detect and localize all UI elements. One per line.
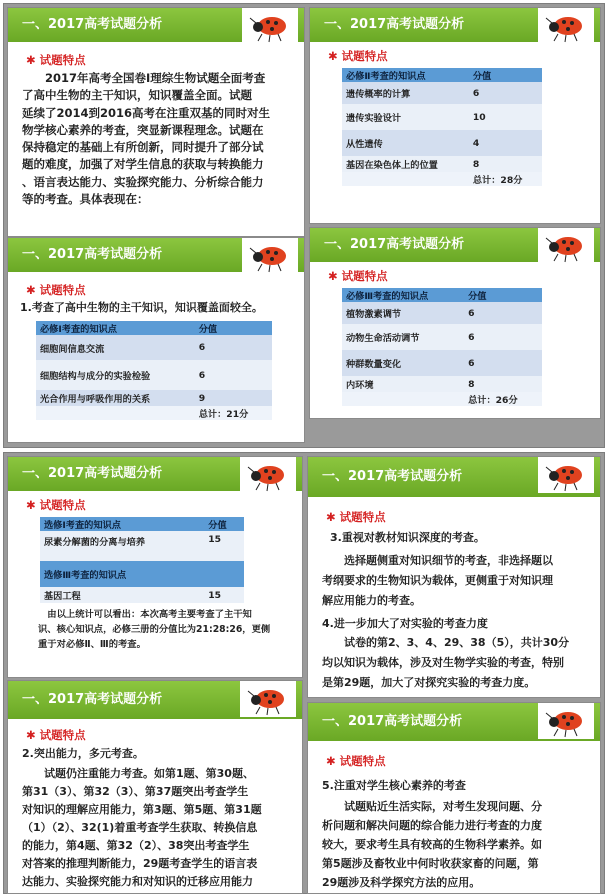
slide-header: 一、2017高考试题分析 [310,228,600,262]
slide-header: 一、2017高考试题分析 [8,8,304,42]
section-label: ✱ 试题特点 [26,283,86,297]
slide2-heading: 1.考查了高中生物的主干知识，知识覆盖面较全。 [20,301,263,314]
col-header: 必修Ⅱ考查的知识点 [342,68,469,82]
compulsory-2-table [342,68,542,186]
elective-table [40,517,244,603]
table-cell: 光合作用与呼吸作用的关系 [36,390,195,406]
table-cell: 从性遗传 [342,130,469,156]
table-cell: 遗传概率的计算 [342,82,469,104]
col-header: 分值 [195,321,272,335]
slide8-heading: 5.注重对学生核心素养的考查 [322,779,466,792]
table-cell: 植物激素调节 [342,302,464,324]
section-label: ✱ 试题特点 [326,510,386,524]
section-label: ✱ 试题特点 [328,269,388,283]
ladybug-icon [538,8,594,44]
table-cell: 种群数量变化 [342,350,464,376]
ladybug-icon [538,703,594,739]
section-label: ✱ 试题特点 [26,728,86,742]
table-cell: 6 [469,82,542,104]
slide-header: 一、2017高考试题分析 [308,457,600,497]
table-cell: 尿素分解菌的分离与培养 [40,531,204,561]
table-total: 总计：21分 [195,406,272,420]
col-header: 必修Ⅲ考查的知识点 [342,288,464,302]
table-cell: 基因工程 [40,587,204,603]
slide-3 [310,8,600,223]
table-cell: 基因在染色体上的位置 [342,156,469,172]
slide1-paragraph: 2017年高考全国卷Ⅰ理综生物试题全面考查 了高中生物的主干知识，知识覆盖全面。试题 延续了2014到2016高考在注重双基的同时对生 物学核心素养的考查，突显新课程理念。试题在 保持稳定的基础上有所创新，同时提升了部分试 题的难度，加强了对学生信息的获取与转换能力 、语言表达能力、实验探究能力、分析综合能力 等的考查。具体表现在： [22,71,271,207]
ladybug-icon [240,681,296,717]
table-cell: 8 [464,376,542,392]
col-header: 必修Ⅰ考查的知识点 [36,321,195,335]
slide6-paragraph-1: 选择题侧重对知识细节的考查，非选择题以 考纲要求的生物知识为载体，更侧重于对知识理 解应用能力的考查。 [322,554,553,607]
slide6-heading: 3.重视对教材知识深度的考查。 [330,531,485,544]
table-cell: 遗传实验设计 [342,104,469,130]
table-cell: 6 [464,324,542,350]
table-cell: 细胞结构与成分的实验检验 [36,360,195,390]
slide6-heading-2: 4.进一步加大了对实验的考查力度 [322,617,488,630]
slide7-heading: 2.突出能力，多元考查。 [22,747,144,760]
slide-8 [308,703,600,893]
col-header: 分值 [464,288,542,302]
slide-collage-bottom [3,452,605,894]
slide-header: 一、2017高考试题分析 [8,238,304,272]
section-label: ✱ 试题特点 [26,498,86,512]
col-header: 选修Ⅲ考查的知识点 [40,561,244,587]
col-header: 分值 [204,517,244,531]
table-cell: 6 [464,302,542,324]
section-label: ✱ 试题特点 [328,49,388,63]
slide-header: 一、2017高考试题分析 [8,457,302,491]
table-cell: 15 [204,531,244,561]
ladybug-icon [538,457,594,493]
slide-6 [308,457,600,697]
table-cell: 4 [469,130,542,156]
col-header: 选修Ⅰ考查的知识点 [40,517,204,531]
ladybug-icon [240,457,296,493]
table-total: 总计：26分 [464,392,542,406]
slide5-note: 由以上统计可以看出：本次高考主要考查了主干知 识、核心知识点，必修三册的分值比为21:28:26，更侧 重于对必修Ⅱ、Ⅲ的考查。 [38,609,271,650]
slide-4 [310,228,600,418]
slide-header: 一、2017高考试题分析 [8,681,302,719]
compulsory-3-table [342,288,542,406]
table-cell: 6 [464,350,542,376]
slide7-paragraph: 试题仍注重能力考查。如第1题、第30题、 第31（3）、第32（3）、第37题突出考查学生 对知识的理解应用能力，第3题、第5题、第31题 （1）（2）、32(1)着重考查学生获取、转换信息 的能力，第4题、第32（2）、38突出考查学生 对答案的推理判断能力，29题考查学生的语言表 达能力、实验探究能力和对知识的迁移应用能力 [22,767,262,888]
table-cell: 6 [195,335,272,360]
table-cell: 细胞间信息交流 [36,335,195,360]
slide8-paragraph: 试题贴近生活实际，对考生发现问题、分 析问题和解决问题的综合能力进行考查的力度 较大，要求考生具有较高的生物科学素养。如 第5题涉及畜牧业中何时收获家畜的问题，第 29题涉及科学探究方法的应用。 [322,800,542,889]
slide-2 [8,238,304,442]
slide-7 [8,681,302,893]
table-cell: 动物生命活动调节 [342,324,464,350]
ladybug-icon [242,238,298,274]
slide-1 [8,8,304,236]
slide-header: 一、2017高考试题分析 [310,8,600,42]
slide-5 [8,457,302,677]
table-cell: 10 [469,104,542,130]
ladybug-icon [538,228,594,264]
table-total: 总计：28分 [469,172,542,186]
slide6-paragraph-2: 试卷的第2、3、4、29、38（5），共计30分 均以知识为载体，涉及对生物学实验的考查，特别 是第29题，加大了对探究实验的考查力度。 [322,636,570,689]
ladybug-icon [242,8,298,44]
section-label: ✱ 试题特点 [26,53,86,67]
compulsory-1-table [36,321,272,420]
slide-collage-top [3,3,605,448]
table-cell: 15 [204,587,244,603]
table-cell: 6 [195,360,272,390]
table-cell: 内环境 [342,376,464,392]
col-header: 分值 [469,68,542,82]
table-cell: 9 [195,390,272,406]
slide-header: 一、2017高考试题分析 [308,703,600,741]
table-cell: 8 [469,156,542,172]
section-label: ✱ 试题特点 [326,754,386,768]
